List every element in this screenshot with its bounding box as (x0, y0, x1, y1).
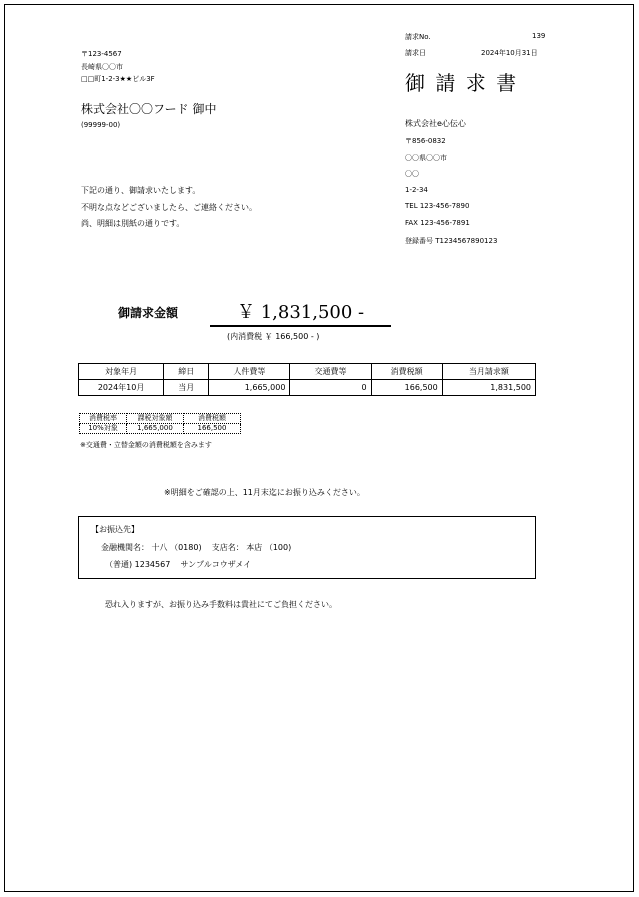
invoice-date-label: 請求日 (405, 49, 426, 57)
issuer-postal: 〒856-0832 (405, 137, 446, 145)
tax-cell-amount: 166,500 (184, 424, 241, 434)
amount-tax-note: (内消費税 ￥ 166,500 - ) (227, 332, 320, 341)
recipient-address1: 長崎県〇〇市 (81, 63, 123, 71)
cell-transport: 0 (290, 380, 371, 396)
tax-table (79, 413, 241, 434)
invoice-date-value: 2024年10月31日 (481, 49, 538, 57)
invoice-number-value: 139 (532, 32, 546, 40)
col-header-personnel: 人件費等 (209, 364, 290, 380)
cell-tax: 166,500 (371, 380, 442, 396)
bank-heading: 【お振込先】 (91, 525, 139, 534)
summary-header-row (79, 364, 536, 380)
tax-cell-taxable: 1,665,000 (127, 424, 184, 434)
cell-total: 1,831,500 (442, 380, 535, 396)
issuer-company: 株式会社e心伝心 (405, 119, 466, 128)
tax-col-rate: 消費税率 (80, 414, 127, 424)
tax-cell-rate: 10%対象 (80, 424, 127, 434)
issuer-address2: 〇〇 (405, 170, 419, 178)
greeting-line1: 下記の通り、御請求いたします。 (81, 186, 201, 195)
fee-note: 恐れ入りますが、お振り込み手数料は貴社にてご負担ください。 (105, 600, 337, 609)
bank-line1: 金融機関名： 十八 （0180) 支店名： 本店 （100) (101, 543, 292, 552)
recipient-code: (99999-00) (81, 121, 121, 129)
invoice-number-label: 請求No. (405, 33, 431, 41)
summary-data-row (79, 380, 536, 396)
issuer-address1: 〇〇県〇〇市 (405, 154, 447, 162)
amount-underline (210, 325, 391, 327)
col-header-period: 対象年月 (79, 364, 164, 380)
amount-value: ￥ 1,831,500 - (237, 302, 365, 323)
recipient-address2: □□町1-2-3★★ビル3F (81, 75, 155, 83)
tax-col-taxable: 課税対象額 (127, 414, 184, 424)
cell-personnel: 1,665,000 (209, 380, 290, 396)
cell-period: 2024年10月 (79, 380, 164, 396)
greeting-line3: 尚、明細は別紙の通りです。 (81, 219, 185, 228)
cell-closing: 当月 (164, 380, 209, 396)
col-header-transport: 交通費等 (290, 364, 371, 380)
greeting-line2: 不明な点などございましたら、ご連絡ください。 (81, 203, 257, 212)
issuer-tel: TEL 123-456-7890 (405, 202, 470, 210)
recipient-postal: 〒123-4567 (81, 50, 122, 58)
tax-data-row (80, 424, 241, 434)
invoice-page (4, 4, 634, 892)
tax-col-amount: 消費税額 (184, 414, 241, 424)
issuer-fax: FAX 123-456-7891 (405, 219, 470, 227)
col-header-closing: 締日 (164, 364, 209, 380)
tax-note: ※交通費・立替金額の消費税額を含みます (80, 441, 212, 449)
summary-table (78, 363, 536, 396)
issuer-registration: 登録番号 T1234567890123 (405, 237, 498, 245)
bank-info-box (78, 516, 536, 579)
col-header-total: 当月請求額 (442, 364, 535, 380)
amount-label: 御請求金額 (118, 306, 179, 320)
document-title: 御 請 求 書 (405, 71, 519, 95)
tax-header-row (80, 414, 241, 424)
bank-line2: （普通) 1234567 サンプルコウザメイ (105, 560, 252, 569)
payment-notice: ※明細をご確認の上、11月末迄にお振り込みください。 (164, 488, 365, 497)
col-header-tax: 消費税額 (371, 364, 442, 380)
recipient-company: 株式会社〇〇フード 御中 (81, 102, 217, 116)
issuer-address3: 1-2-34 (405, 186, 428, 194)
